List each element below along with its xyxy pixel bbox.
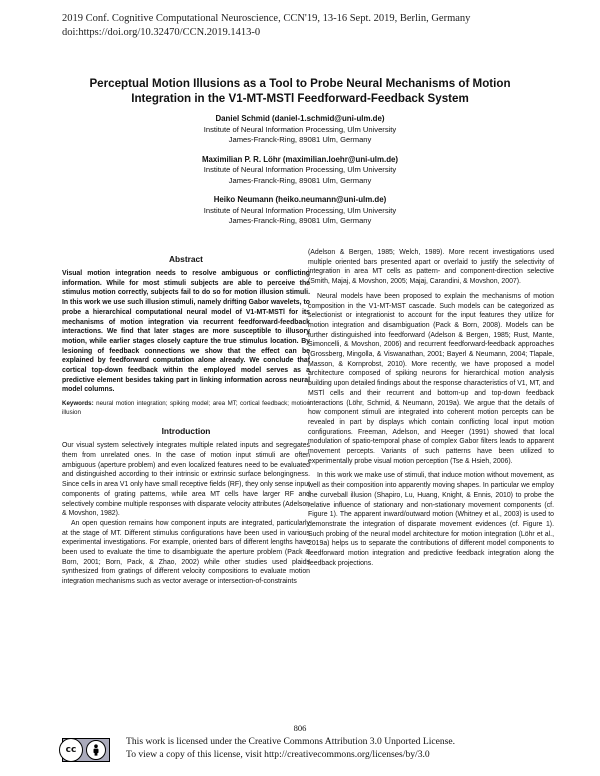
conference-line: 2019 Conf. Cognitive Computational Neuroscience, CCN'19, 13-16 Sept. 2019, Berlin, Germany (62, 13, 471, 24)
license-line-2: To view a copy of this license, visit http://creativecommons.org/licenses/by/3.0 (126, 748, 430, 760)
creative-commons-icon: cc (59, 738, 83, 762)
abstract-heading: Abstract (169, 254, 203, 264)
license-footer (62, 736, 542, 766)
paper-title (60, 76, 540, 106)
keywords-label: Keywords: (62, 400, 94, 408)
doi-line: doi:https://doi.org/10.32470/CCN.2019.1413-0 (62, 27, 261, 38)
author-institute: Institute of Neural Information Processing, Ulm University (203, 205, 397, 215)
attribution-icon (86, 740, 106, 760)
author-2 (100, 155, 500, 187)
introduction-heading: Introduction (161, 426, 211, 437)
conference-header (62, 12, 562, 40)
author-name: Daniel Schmid (daniel-1.schmid@uni-ulm.de) (215, 114, 385, 123)
license-text (126, 736, 546, 761)
author-name: Maximilian P. R. Löhr (maximilian.loehr@uni-ulm.de) (201, 154, 399, 164)
cc-by-logo (62, 738, 110, 762)
right-paragraph-1: (Adelson & Bergen, 1985; Welch, 1989). More recent investigations used multiple oriented bars presented apart or overlaid to justify the selectivity of integration in area MT cells as pattern- and component-direction selective (Smith, Majaj, & Movshon, 2005; Majaj, Carandini, & Movshon, 2007). (308, 249, 554, 286)
author-address: James-Franck-Ring, 89081 Ulm, Germany (228, 216, 372, 225)
author-block (100, 114, 500, 236)
author-institute: Institute of Neural Information Processing, Ulm University (203, 124, 397, 134)
author-address: James-Franck-Ring, 89081 Ulm, Germany (228, 175, 372, 185)
license-line-1: This work is licensed under the Creative Commons Attribution 3.0 Unported License. (126, 736, 456, 747)
author-name: Heiko Neumann (heiko.neumann@uni-ulm.de) (213, 195, 387, 204)
author-institute: Institute of Neural Information Processing, Ulm University (203, 165, 397, 174)
page-number: 806 (293, 723, 307, 733)
right-paragraph-3: In this work we make use of stimuli, that induce motion without movement, as well as their composition into apparently moving shapes. In particular we employ the curveball illusion (Shapiro, Lu, Huang, Knight, & Ennis, 2010) to probe the relative influence of stationary and non-stationary movement components (cf. Figure 1). The apparent inward/outward motion (Whitney et al., 2003) is used to demonstrate the integration of disparate movement evidences (cf. Figure 1). Such probing of the neural model architecture for motion integration (Löhr et al., 2019a) helps us to separate the contributions of different model components to feedforward motion integration and predictive feedback integration along the feedback projections. (308, 472, 554, 567)
abstract-body: Visual motion integration needs to resolve ambiguous or conflicting information. While for most stimuli subjects are able to perceive the stimulus motion correctly, subjects fail to do so for motion illusion stimuli. In this work we use such illusion stimuli, namely drifting Gabor wavelets, to probe a hierarchical computational neural model of V1-MT-MSTl for its mechanisms of motion integration via recurrent feedforward-feedback interactions. We find that later stages are more susceptible to illusory motion, while earlier stages closely capture the true stimulus location. By lesioning of feedback connections we show that the effect can be explained by feedforward computation alone already. We conclude that cortical top-down feedback within the employed model serves as a predictive element besides taking part in linking information across neural model columns. (62, 270, 310, 394)
keywords (62, 400, 310, 417)
intro-paragraph-1: Our visual system selectively integrates multiple related inputs and segregates them from unrelated ones. In the case of motion input stimuli are often ambiguous (aperture problem) and even localized features need to be evaluated and distinguished according to their intrinsic or extrinsic surface belongingness. Since cells in area V1 only have small receptive fields (RF), they only sense input components of grating patterns, while area MT cells have larger RF and selectively combine multiple responses with disparate velocity attributes (Adelson & Movshon, 1982). (62, 442, 310, 518)
title-line-1: Perceptual Motion Illusions as a Tool to Probe Neural Mechanisms of Motion (89, 77, 511, 90)
person-icon (91, 744, 101, 756)
title-line-2: Integration in the V1-MT-MSTl Feedforward-Feedback System (131, 92, 469, 105)
keywords-list: neural motion integration; spiking model; area MT; cortical feedback; motion illusion (62, 400, 310, 416)
author-address: James-Franck-Ring, 89081 Ulm, Germany (228, 135, 372, 144)
intro-paragraph-2: An open question remains how component inputs are integrated, particularly at the stage of MT. Different stimulus configurations have been used in various experimental investigations. For example, oriented bars of different lengths have been used to evaluate the time to disambiguate the aperture problem (Pack & Born, 2001; Born, Pack, & Zhao, 2002) while other studies used plaids synthesized from gratings of different velocity compositions to evaluate motion integration mechanisms such as vector average or intersection-of-constraints (62, 519, 310, 586)
left-column (62, 254, 310, 587)
right-paragraph-2: Neural models have been proposed to explain the mechanisms of motion composition in the V1-MT-MST cascade. Such models can be categorized as selectionist or integrationist to account for the input features they utilize for motion integration and disambiguation (Pack & Born, 2008). Models can be further distinguished into feedforward (Adelson & Bergen, 1985; Rust, Mante, Simoncelli, & Movshon, 2006) and recurrent feedforward-feedback approaches (Grossberg, Mingolla, & Viswanathan, 2001; Bayerl & Neumann, 2004; Tlapale, Masson, & Kornprobst, 2010). More recently, we have proposed a model architecture composed of spiking neurons for hierarchical motion analysis building upon detailed findings about the response characteristics of V1, MT, and MSTl cells and their recurrent and bottom-up and top-down feedback interactions (Löhr, Schmid, & Neumann, 2019a). We argue that the details of how component stimuli are integrated into coherent motion percepts can be revealed in part by displays which contain conflicting local input motion configurations. Freeman, Adelson, and Heeger (1991) showed that local modulation of spatio-temporal phase of complex Gabor filters leads to apparent movement percepts. Variants of such patterns have been utilized to experimentally probe visual motion perception (Tse & Hsieh, 2006). (308, 292, 554, 465)
author-1 (100, 114, 500, 146)
right-column (308, 248, 554, 569)
author-3 (100, 195, 500, 227)
